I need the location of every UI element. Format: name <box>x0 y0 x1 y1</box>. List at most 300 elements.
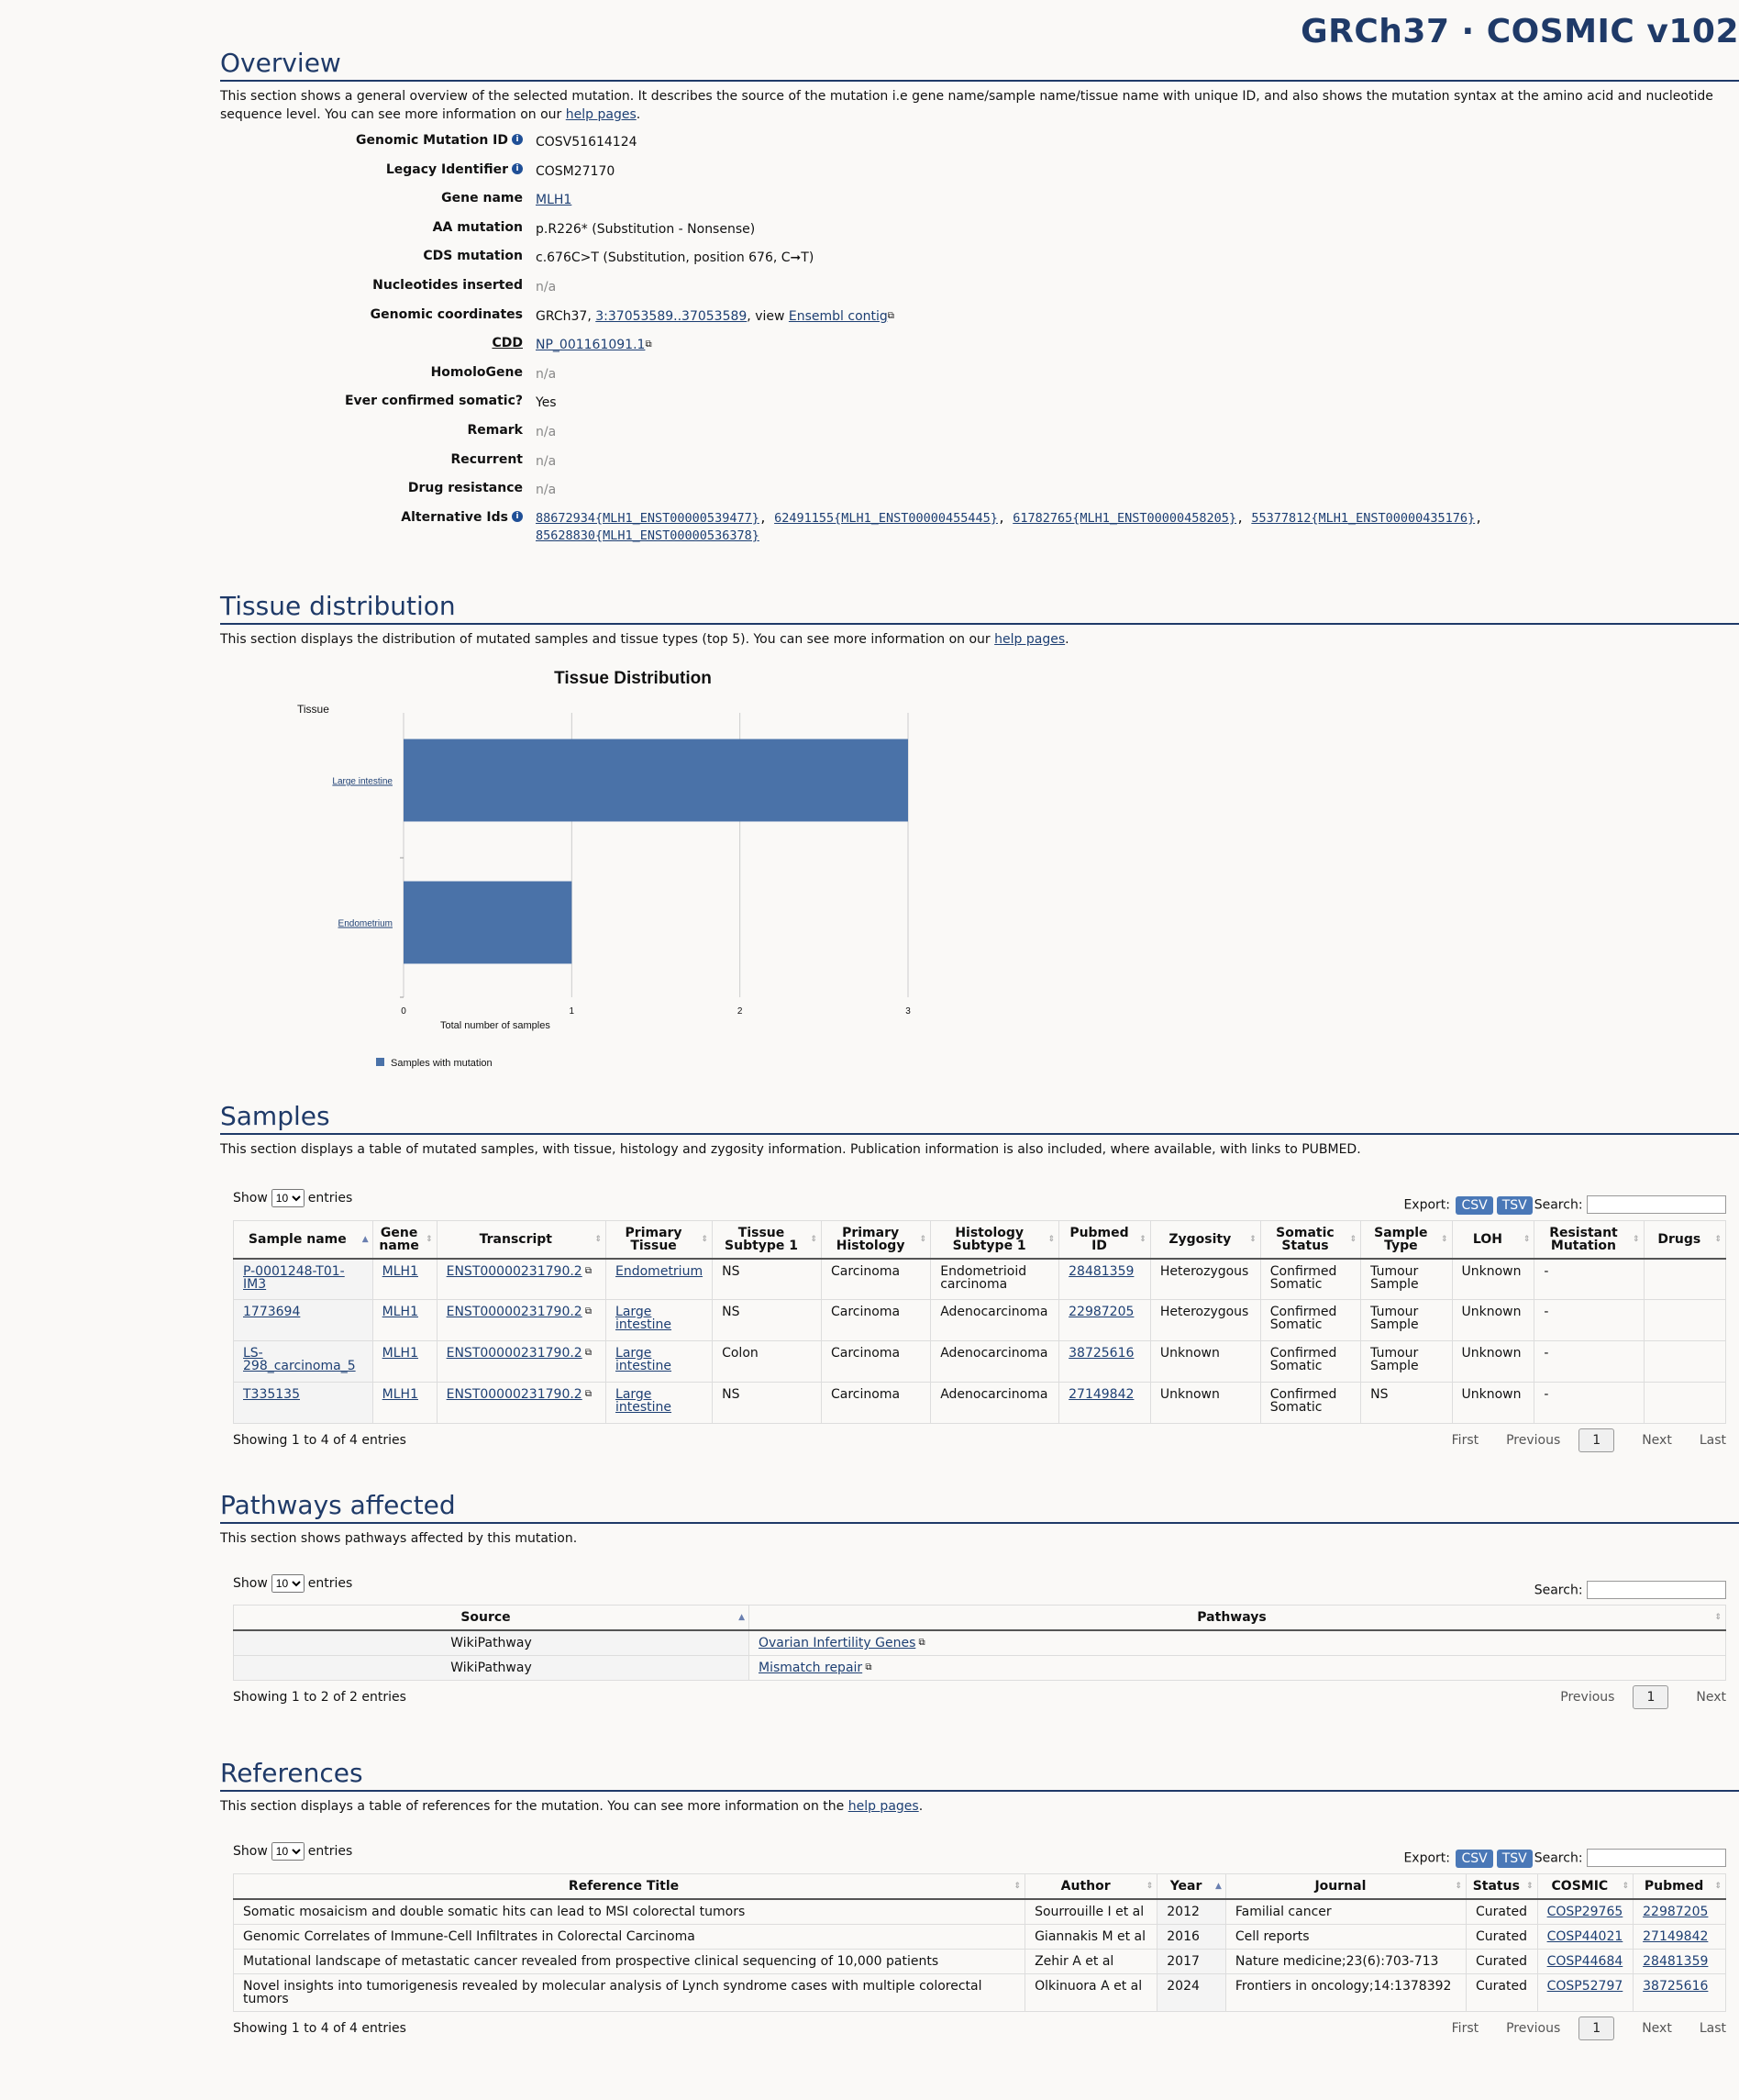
tissue-help-link[interactable]: help pages <box>994 632 1066 647</box>
col-header[interactable] <box>1644 1220 1725 1259</box>
x-tick-label: 2 <box>737 1006 743 1017</box>
value-aa-mutation: p.R226* (Substitution - Nonsense) <box>536 221 756 237</box>
value-genomic-mutation-id: COSV51614124 <box>536 135 637 150</box>
col-header[interactable] <box>1150 1220 1260 1259</box>
table-cell <box>1634 1924 1726 1949</box>
col-header[interactable] <box>1225 1873 1466 1899</box>
table-cell: Cell reports <box>1225 1924 1466 1949</box>
table-cell: Confirmed Somatic <box>1260 1259 1360 1300</box>
sort-icon: ⇕ <box>1440 1234 1448 1244</box>
table-cell <box>372 1341 437 1383</box>
sort-asc-icon: ▲ <box>361 1234 369 1244</box>
label-legacy-identifier <box>220 162 523 177</box>
next-page-button[interactable]: Next <box>1642 1433 1672 1448</box>
value-alternative-ids: 88672934{MLH1_ENST00000539477}, 62491155{MLH1_ENST00000455445}, 61782765{MLH1_ENST00000458205}, 55377812{MLH1_ENST00000435176}, 85628830{MLH1_ENST00000536378} <box>536 510 1483 543</box>
table-cell: Carcinoma <box>821 1341 930 1383</box>
tissue-desc-text: This section displays the distribution of mutated samples and tissue types (top 5). You can see more information on our <box>220 632 995 647</box>
tissue-chart <box>275 658 1009 1069</box>
cell-link[interactable]: ENST00000231790.2 <box>446 1387 582 1402</box>
cell-link[interactable]: Large intestine <box>615 1346 672 1373</box>
next-page-button[interactable]: Next <box>1696 1690 1726 1705</box>
pathways-footer <box>233 1690 1726 1705</box>
previous-page-button[interactable]: Previous <box>1506 2020 1561 2036</box>
cell-link[interactable]: 27149842 <box>1643 1928 1709 1944</box>
table-cell <box>606 1259 713 1300</box>
external-link-icon: ⧉ <box>915 1638 925 1648</box>
table-cell: Heterozygous <box>1150 1259 1260 1300</box>
sort-icon: ⇕ <box>1455 1881 1462 1891</box>
info-icon[interactable]: i <box>512 134 523 145</box>
external-link-icon: ⧉ <box>887 310 894 321</box>
first-page-button[interactable]: First <box>1451 2020 1479 2036</box>
col-header[interactable] <box>931 1220 1059 1259</box>
table-cell: Frontiers in oncology;14:1378392 <box>1225 1973 1466 2011</box>
references-title: References <box>220 1758 1739 1792</box>
sort-icon: ⇕ <box>1622 1881 1630 1891</box>
label-drug-resistance: Drug resistance <box>407 481 523 496</box>
col-header[interactable] <box>1534 1220 1644 1259</box>
pathways-section <box>220 1490 1739 1705</box>
col-header[interactable] <box>1260 1220 1360 1259</box>
export-label: Export: <box>1403 1197 1450 1213</box>
col-label: Source <box>460 1610 511 1625</box>
table-cell <box>1634 1949 1726 1973</box>
col-label: Reference Title <box>568 1878 680 1894</box>
tissue-desc-suffix: . <box>1065 632 1069 647</box>
table-cell: Somatic mosaicism and double somatic hits can lead to MSI colorectal tumors <box>234 1899 1025 1925</box>
references-page-size-select[interactable] <box>271 1842 305 1861</box>
sort-icon: ⇕ <box>1714 1234 1722 1244</box>
cell-link[interactable]: COSP44684 <box>1546 1953 1623 1969</box>
external-link-icon: ⧉ <box>582 1306 593 1317</box>
references-info: Showing 1 to 4 of 4 entries <box>233 2020 406 2036</box>
page-1-button[interactable]: 1 <box>1578 2017 1614 2040</box>
col-header[interactable] <box>1467 1873 1538 1899</box>
last-page-button[interactable]: Last <box>1699 1433 1726 1448</box>
col-header[interactable] <box>1361 1220 1452 1259</box>
y-category-label[interactable]: Endometrium <box>338 918 393 929</box>
col-label: Pubmed ID <box>1069 1225 1129 1253</box>
sort-asc-icon: ▲ <box>1214 1881 1222 1891</box>
table-cell <box>1059 1341 1151 1383</box>
col-label: Somatic Status <box>1276 1225 1335 1253</box>
sort-icon: ⇕ <box>1349 1234 1357 1244</box>
samples-table-body <box>234 1259 1726 1424</box>
alt-id-link[interactable]: 88672934{MLH1_ENST00000539477} <box>536 510 759 526</box>
last-page-button[interactable]: Last <box>1699 2020 1726 2036</box>
col-header[interactable] <box>606 1220 713 1259</box>
row-genomic-mutation-id <box>220 133 1739 162</box>
cell-link[interactable]: 28481359 <box>1643 1953 1709 1969</box>
table-cell: Unknown <box>1150 1383 1260 1424</box>
references-desc-text: This section displays a table of references for the mutation. You can see more information on the <box>220 1799 848 1814</box>
col-header[interactable] <box>1452 1220 1534 1259</box>
col-label: Zygosity <box>1169 1231 1232 1247</box>
col-header[interactable] <box>437 1220 605 1259</box>
pathways-controls <box>233 1568 1726 1599</box>
legend-label: Samples with mutation <box>391 1058 493 1069</box>
col-label: Journal <box>1314 1878 1367 1894</box>
table-cell: - <box>1534 1341 1644 1383</box>
table-cell: Familial cancer <box>1225 1899 1466 1925</box>
previous-page-button[interactable]: Previous <box>1506 1433 1561 1448</box>
references-search-input[interactable] <box>1587 1849 1726 1867</box>
overview-description <box>220 87 1724 124</box>
x-tick-label: 1 <box>569 1006 575 1017</box>
label-recurrent: Recurrent <box>450 451 523 467</box>
value-genomic-coordinates <box>536 307 1739 326</box>
next-page-button[interactable]: Next <box>1642 2020 1672 2036</box>
samples-search-input[interactable] <box>1587 1195 1726 1214</box>
table-cell: 2024 <box>1157 1973 1226 2011</box>
cell-link[interactable]: 38725616 <box>1069 1346 1135 1361</box>
label-homologene: HomoloGene <box>430 364 523 380</box>
sort-icon: ⇕ <box>1633 1234 1640 1244</box>
coord-prefix: GRCh37, <box>536 308 596 324</box>
label-gene-name: Gene name <box>441 191 523 206</box>
cell-link[interactable]: 38725616 <box>1643 1978 1709 1994</box>
sort-icon: ⇕ <box>1146 1881 1154 1891</box>
overview-desc-suffix: . <box>636 107 641 122</box>
value-drug-resistance: n/a <box>536 483 557 498</box>
cell-link[interactable]: LS-298_carcinoma_5 <box>243 1346 356 1373</box>
pathways-table <box>233 1605 1726 1681</box>
cell-link[interactable]: Large intestine <box>615 1305 672 1332</box>
table-row <box>234 1630 1726 1656</box>
row-remark <box>220 423 1739 452</box>
table-cell <box>437 1341 605 1383</box>
references-table <box>233 1873 1726 2012</box>
label-text: Genomic Mutation ID <box>356 133 508 148</box>
alt-id-link[interactable]: 62491155{MLH1_ENST00000455445} <box>774 510 998 526</box>
table-cell: Carcinoma <box>821 1259 930 1300</box>
csv-button[interactable]: CSV <box>1456 1850 1492 1868</box>
y-axis-label: Tissue <box>297 703 329 716</box>
cell-link[interactable]: 27149842 <box>1069 1387 1135 1402</box>
page-1-button[interactable]: 1 <box>1633 1685 1668 1709</box>
table-row <box>234 1341 1726 1383</box>
sort-icon: ⇕ <box>701 1234 709 1244</box>
samples-table <box>233 1220 1726 1425</box>
table-cell: Zehir A et al <box>1025 1949 1157 1973</box>
sort-icon: ⇕ <box>1249 1234 1257 1244</box>
cell-link[interactable]: ENST00000231790.2 <box>446 1346 582 1361</box>
table-cell: Endometrioid carcinoma <box>931 1259 1059 1300</box>
table-cell <box>1644 1300 1725 1341</box>
table-cell <box>1537 1973 1634 2011</box>
entries-label: entries <box>307 1844 353 1860</box>
table-cell <box>437 1259 605 1300</box>
table-cell <box>234 1383 373 1424</box>
value-recurrent: n/a <box>536 453 557 469</box>
col-label: Status <box>1472 1878 1520 1894</box>
table-cell: Tumour Sample <box>1361 1259 1452 1300</box>
table-cell <box>437 1300 605 1341</box>
table-cell: Olkinuora A et al <box>1025 1973 1157 2011</box>
references-table-body <box>234 1899 1726 2012</box>
cell-link[interactable]: MLH1 <box>382 1305 418 1319</box>
table-cell <box>234 1300 373 1341</box>
label-alternative-ids <box>220 510 523 525</box>
table-cell <box>1059 1300 1151 1341</box>
page-header-title: GRCh37 · COSMIC v102 <box>1301 13 1739 50</box>
table-cell: NS <box>1361 1383 1452 1424</box>
samples-header-row <box>234 1220 1726 1259</box>
col-header[interactable] <box>372 1220 437 1259</box>
col-label: Pubmed <box>1644 1878 1704 1894</box>
entries-label: entries <box>307 1576 353 1591</box>
cell-source: WikiPathway <box>234 1656 749 1681</box>
samples-controls <box>233 1183 1726 1215</box>
col-header[interactable] <box>234 1220 373 1259</box>
col-label: Tissue Subtype 1 <box>725 1225 799 1253</box>
table-cell: Confirmed Somatic <box>1260 1383 1360 1424</box>
table-cell: Colon <box>713 1341 822 1383</box>
coordinates-link[interactable]: 3:37053589..37053589 <box>595 308 748 324</box>
table-row <box>234 1924 1726 1949</box>
pathways-description: This section shows pathways affected by this mutation. <box>220 1531 578 1546</box>
table-cell: Curated <box>1467 1949 1538 1973</box>
table-cell <box>1634 1973 1726 2011</box>
cell-link[interactable]: T335135 <box>243 1387 300 1402</box>
table-cell <box>606 1300 713 1341</box>
cell-link[interactable]: ENST00000231790.2 <box>446 1263 582 1279</box>
coord-mid: , view <box>747 308 789 324</box>
col-header[interactable] <box>234 1873 1025 1899</box>
table-cell: NS <box>713 1300 822 1341</box>
table-cell: Confirmed Somatic <box>1260 1341 1360 1383</box>
col-header[interactable] <box>1157 1873 1226 1899</box>
sort-icon: ⇕ <box>1714 1613 1722 1622</box>
external-link-icon: ⧉ <box>645 339 652 350</box>
table-cell: Tumour Sample <box>1361 1300 1452 1341</box>
row-recurrent <box>220 452 1739 482</box>
cell-link[interactable]: MLH1 <box>382 1346 418 1361</box>
col-pathways[interactable] <box>749 1606 1726 1631</box>
references-section <box>220 1758 1739 2036</box>
table-cell: Adenocarcinoma <box>931 1300 1059 1341</box>
legend-swatch <box>376 1058 384 1066</box>
table-cell: - <box>1534 1300 1644 1341</box>
table-cell <box>1537 1949 1634 1973</box>
col-header[interactable] <box>1025 1873 1157 1899</box>
table-cell <box>606 1341 713 1383</box>
label-remark: Remark <box>467 422 523 438</box>
col-header[interactable] <box>821 1220 930 1259</box>
samples-length-control <box>233 1189 352 1207</box>
tsv-button[interactable]: TSV <box>1497 1850 1533 1868</box>
col-source[interactable] <box>234 1606 749 1631</box>
bar[interactable] <box>404 739 908 822</box>
sort-icon: ⇕ <box>1139 1234 1146 1244</box>
gene-link[interactable]: MLH1 <box>536 193 572 208</box>
col-label: Gene name <box>379 1225 419 1253</box>
y-category-label[interactable]: Large intestine <box>332 776 393 787</box>
overview-section <box>220 48 1739 549</box>
row-drug-resistance <box>220 481 1739 510</box>
samples-export-search <box>1403 1183 1726 1215</box>
ensembl-contig-link[interactable]: Ensembl contig <box>788 308 888 324</box>
table-row <box>234 1973 1726 2011</box>
table-cell: Giannakis M et al <box>1025 1924 1157 1949</box>
row-aa-mutation <box>220 220 1739 250</box>
sort-icon: ⇕ <box>426 1234 433 1244</box>
col-header[interactable] <box>713 1220 822 1259</box>
table-cell: Mutational landscape of metastatic cancer revealed from prospective clinical sequencing of 10,000 patients <box>234 1949 1025 1973</box>
table-cell <box>1644 1383 1725 1424</box>
cell-link[interactable]: Endometrium <box>615 1263 703 1279</box>
pathway-link[interactable]: Mismatch repair <box>759 1661 863 1675</box>
pathways-header-row <box>234 1606 1726 1631</box>
table-cell <box>1537 1899 1634 1925</box>
info-icon[interactable]: i <box>512 163 523 174</box>
table-cell: NS <box>713 1383 822 1424</box>
cell-link[interactable]: 28481359 <box>1069 1263 1135 1279</box>
value-nucleotides-inserted: n/a <box>536 279 557 294</box>
samples-title: Samples <box>220 1101 1739 1135</box>
row-nucleotides-inserted <box>220 278 1739 307</box>
cell-link[interactable]: Large intestine <box>615 1387 672 1415</box>
table-cell: Curated <box>1467 1899 1538 1925</box>
table-cell: Curated <box>1467 1924 1538 1949</box>
table-cell: - <box>1534 1383 1644 1424</box>
cell-source: WikiPathway <box>234 1630 749 1656</box>
cell-link[interactable]: P-0001248-T01-IM3 <box>243 1263 345 1292</box>
overview-title: Overview <box>220 48 1739 82</box>
sort-icon: ⇕ <box>1714 1881 1722 1891</box>
col-label: Drugs <box>1657 1231 1701 1247</box>
cell-link[interactable]: MLH1 <box>382 1387 418 1402</box>
references-pagination <box>1424 2021 1726 2036</box>
references-help-link[interactable]: help pages <box>847 1799 919 1814</box>
table-cell: 2016 <box>1157 1924 1226 1949</box>
alt-id-link[interactable]: 85628830{MLH1_ENST00000536378} <box>536 528 759 543</box>
cdd-link[interactable]: NP_001161091.1 <box>536 338 646 353</box>
cell-link[interactable]: 22987205 <box>1069 1305 1135 1319</box>
row-gene-name <box>220 191 1739 220</box>
value-cds-mutation: c.676C>T (Substitution, position 676, C➞T) <box>536 250 814 266</box>
cell-link[interactable]: COSP52797 <box>1546 1978 1623 1994</box>
alt-id-link[interactable]: 61782765{MLH1_ENST00000458205} <box>1013 510 1237 526</box>
alt-id-link[interactable]: 55377812{MLH1_ENST00000435176} <box>1251 510 1476 526</box>
bar[interactable] <box>404 882 571 964</box>
references-footer <box>233 2021 1726 2036</box>
col-header[interactable] <box>1634 1873 1726 1899</box>
table-cell <box>606 1383 713 1424</box>
external-link-icon: ⧉ <box>582 1348 593 1358</box>
table-cell: Confirmed Somatic <box>1260 1300 1360 1341</box>
tsv-button[interactable]: TSV <box>1497 1196 1533 1215</box>
pathways-title: Pathways affected <box>220 1490 1739 1524</box>
samples-page-size-select[interactable] <box>271 1189 305 1207</box>
cell-link[interactable]: MLH1 <box>382 1263 418 1279</box>
label-aa-mutation: AA mutation <box>432 219 523 235</box>
table-cell: Curated <box>1467 1973 1538 2011</box>
cell-link[interactable]: COSP29765 <box>1546 1904 1623 1919</box>
table-cell: Adenocarcinoma <box>931 1341 1059 1383</box>
cell-link[interactable]: 1773694 <box>243 1305 301 1319</box>
cell-link[interactable]: 22987205 <box>1643 1904 1709 1919</box>
pathways-page-size-select[interactable] <box>271 1574 305 1593</box>
csv-button[interactable]: CSV <box>1456 1196 1492 1215</box>
page-1-button[interactable]: 1 <box>1578 1428 1614 1452</box>
sort-icon: ⇕ <box>919 1234 927 1244</box>
sort-icon: ⇕ <box>1523 1234 1531 1244</box>
samples-pagination <box>1424 1433 1726 1448</box>
x-axis-label: Total number of samples <box>440 1020 550 1031</box>
pathways-info: Showing 1 to 2 of 2 entries <box>233 1690 406 1705</box>
sort-icon: ⇕ <box>1047 1234 1056 1244</box>
table-cell: Unknown <box>1452 1259 1534 1300</box>
table-cell <box>1537 1924 1634 1949</box>
x-tick-label: 3 <box>905 1006 911 1017</box>
table-cell: Nature medicine;23(6):703-713 <box>1225 1949 1466 1973</box>
row-homologene <box>220 365 1739 394</box>
pathways-search-input[interactable] <box>1587 1581 1726 1599</box>
entries-label: entries <box>307 1191 353 1206</box>
col-label: Primary Histology <box>836 1225 905 1253</box>
references-header-row <box>234 1873 1726 1899</box>
table-cell <box>1644 1259 1725 1300</box>
references-controls <box>233 1836 1726 1868</box>
table-cell <box>1634 1899 1726 1925</box>
value-ever-confirmed: Yes <box>536 395 557 411</box>
table-row <box>234 1949 1726 1973</box>
label-ever-confirmed: Ever confirmed somatic? <box>344 394 523 409</box>
table-cell: 2012 <box>1157 1899 1226 1925</box>
label-genomic-coordinates: Genomic coordinates <box>370 306 523 322</box>
sort-asc-icon: ▲ <box>738 1613 745 1622</box>
label-genomic-mutation-id <box>220 133 523 148</box>
external-link-icon: ⧉ <box>582 1265 593 1276</box>
table-row <box>234 1899 1726 1925</box>
col-header[interactable] <box>1537 1873 1634 1899</box>
references-length-control <box>233 1842 352 1861</box>
col-header[interactable] <box>1059 1220 1151 1259</box>
sort-icon: ⇕ <box>1526 1881 1534 1891</box>
table-row <box>234 1383 1726 1424</box>
overview-details <box>220 133 1739 549</box>
col-label: Author <box>1060 1878 1111 1894</box>
col-label: Pathways <box>1197 1610 1267 1625</box>
references-export-search <box>1403 1836 1726 1868</box>
table-cell: NS <box>713 1259 822 1300</box>
previous-page-button[interactable]: Previous <box>1560 1690 1615 1705</box>
table-row <box>234 1259 1726 1300</box>
row-ever-confirmed <box>220 394 1739 423</box>
search-label: Search: <box>1534 1583 1583 1598</box>
overview-help-link[interactable]: help pages <box>565 107 637 122</box>
col-label: Resistant Mutation <box>1549 1225 1618 1253</box>
label-nucleotides-inserted: Nucleotides inserted <box>372 277 523 293</box>
table-cell: Unknown <box>1150 1341 1260 1383</box>
cell-link[interactable]: ENST00000231790.2 <box>446 1305 582 1319</box>
external-link-icon: ⧉ <box>862 1662 872 1672</box>
info-icon[interactable]: i <box>512 511 523 522</box>
table-cell <box>1059 1259 1151 1300</box>
export-label: Export: <box>1403 1850 1450 1866</box>
sort-icon: ⇕ <box>810 1234 817 1244</box>
first-page-button[interactable]: First <box>1451 1433 1479 1448</box>
col-label: Sample name <box>248 1231 347 1247</box>
table-cell: Carcinoma <box>821 1300 930 1341</box>
samples-footer <box>233 1433 1726 1448</box>
label-text: Legacy Identifier <box>385 161 508 177</box>
table-cell: Genomic Correlates of Immune-Cell Infiltrates in Colorectal Carcinoma <box>234 1924 1025 1949</box>
cell-link[interactable]: COSP44021 <box>1546 1928 1623 1944</box>
tissue-title: Tissue distribution <box>220 591 1739 625</box>
pathway-link[interactable]: Ovarian Infertility Genes <box>759 1636 916 1650</box>
